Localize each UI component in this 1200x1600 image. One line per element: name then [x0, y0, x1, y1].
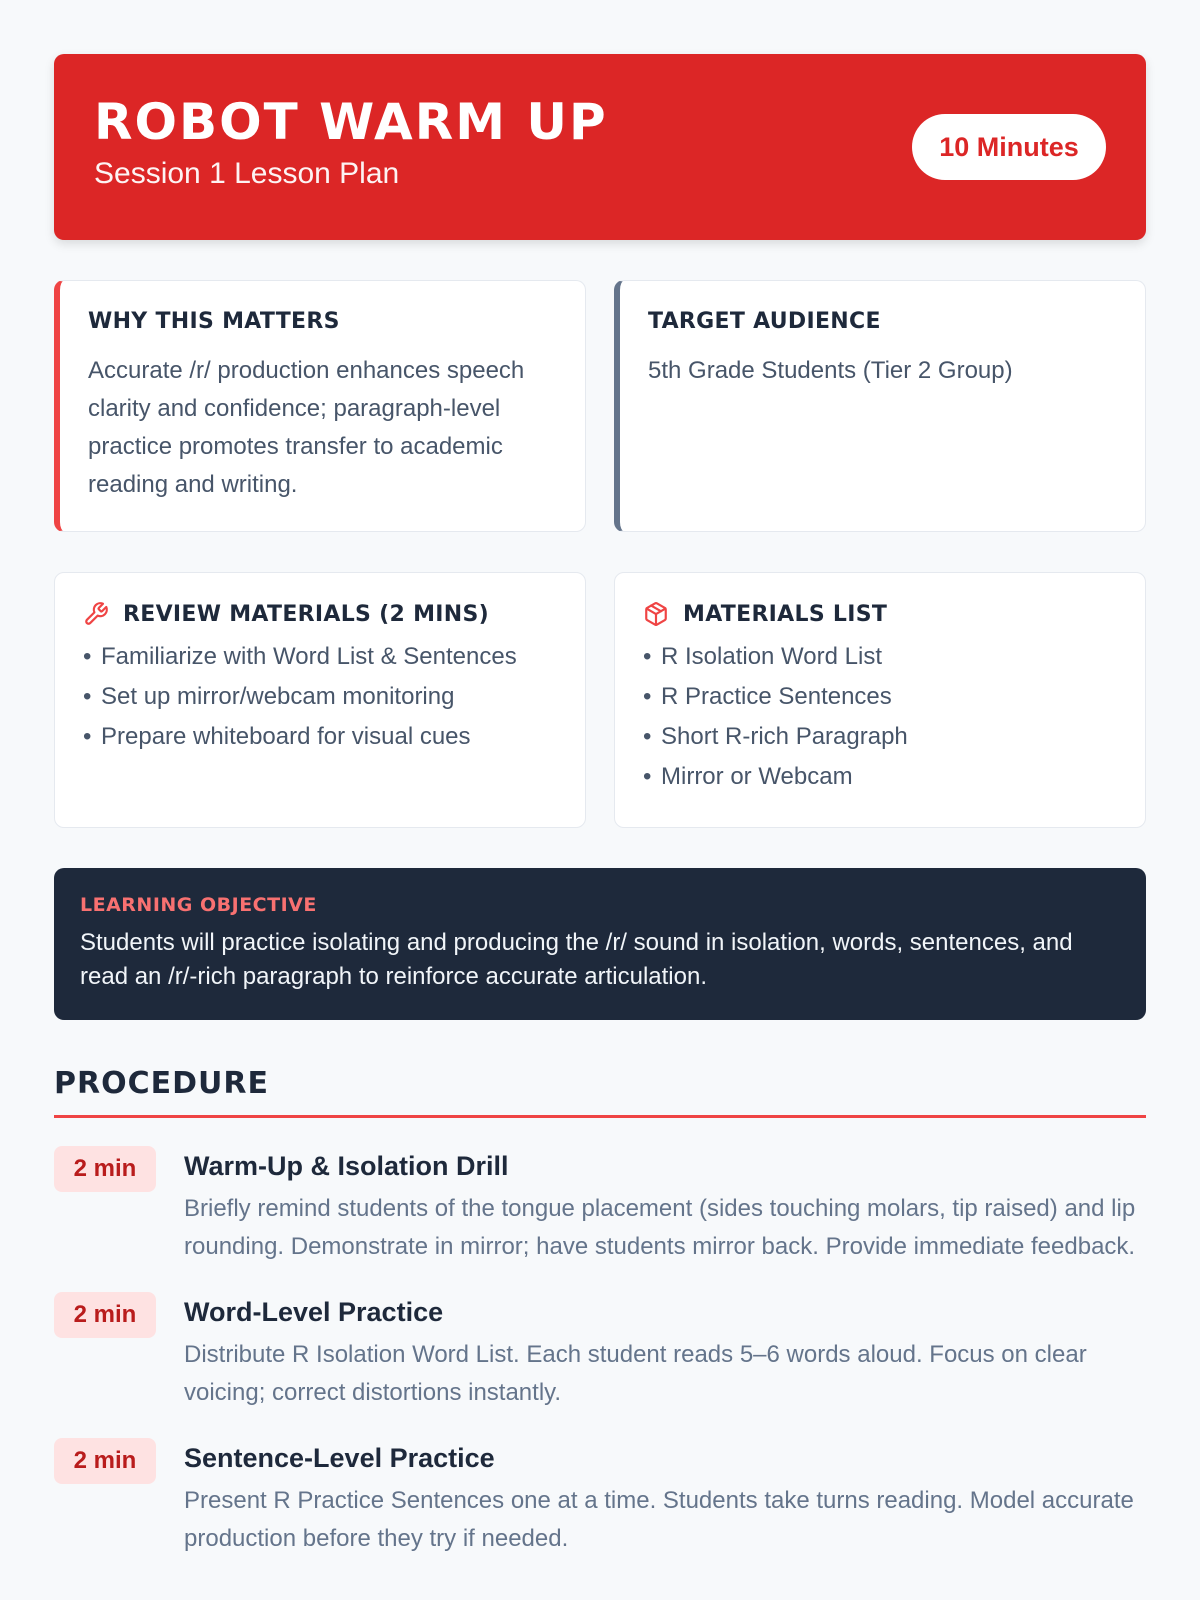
review-card-heading: REVIEW MATERIALS (2 MINS) [123, 601, 489, 627]
materials-row [54, 572, 1146, 828]
materials-card-header [643, 601, 1119, 627]
objective-label: LEARNING OBJECTIVE [80, 894, 317, 916]
step-body [184, 1292, 1146, 1412]
step-body [184, 1146, 1146, 1266]
procedure-steps [54, 1146, 1146, 1558]
why-this-matters-card [54, 280, 586, 532]
page-subtitle: Session 1 Lesson Plan [94, 157, 400, 190]
step-title: Sentence-Level Practice [184, 1443, 495, 1473]
header-banner [54, 54, 1146, 240]
list-item: • Prepare whiteboard for visual cues [83, 723, 471, 750]
step-title: Warm-Up & Isolation Drill [184, 1151, 509, 1181]
step-body [184, 1438, 1146, 1558]
procedure-step [54, 1438, 1146, 1558]
step-title: Word-Level Practice [184, 1297, 444, 1327]
review-card-header [83, 601, 559, 627]
review-items-list [83, 637, 559, 757]
procedure-step [54, 1146, 1146, 1266]
wrench-icon [83, 601, 109, 627]
list-item: • R Isolation Word List [643, 643, 882, 670]
step-description: Distribute R Isolation Word List. Each student reads 5–6 words aloud. Focus on clear voicing; correct distortions instantly. [184, 1341, 1087, 1406]
list-item: • Familiarize with Word List & Sentences [83, 643, 517, 670]
time-badge: 2 min [54, 1292, 156, 1338]
audience-card-heading: TARGET AUDIENCE [648, 309, 881, 334]
info-row [54, 280, 1146, 532]
list-item: • R Practice Sentences [643, 683, 892, 710]
why-card-text: Accurate /r/ production enhances speech clarity and confidence; paragraph-level practice promotes transfer to academic reading and writing. [88, 357, 525, 498]
procedure-heading: PROCEDURE [54, 1066, 1146, 1118]
materials-list-card [614, 572, 1146, 828]
objective-text: Students will practice isolating and producing the /r/ sound in isolation, words, sentences, and read an /r/-rich paragraph to reinforce accurate articulation. [80, 929, 1073, 990]
materials-items-list [643, 637, 1119, 797]
time-badge: 2 min [54, 1146, 156, 1192]
step-description: Briefly remind students of the tongue placement (sides touching molars, tip raised) and lip rounding. Demonstrate in mirror; have students mirror back. Provide immediate feedback. [184, 1195, 1136, 1260]
list-item: • Short R-rich Paragraph [643, 723, 908, 750]
list-item: • Set up mirror/webcam monitoring [83, 683, 455, 710]
time-badge: 2 min [54, 1438, 156, 1484]
step-description: Present R Practice Sentences one at a time. Students take turns reading. Model accurate production before they try if needed. [184, 1487, 1134, 1552]
procedure-step [54, 1292, 1146, 1412]
page-title: ROBOT WARM UP [94, 93, 608, 151]
audience-card-text: 5th Grade Students (Tier 2 Group) [648, 357, 1013, 384]
duration-badge: 10 Minutes [912, 114, 1106, 180]
materials-card-heading: MATERIALS LIST [683, 601, 888, 627]
learning-objective-panel [54, 868, 1146, 1020]
package-icon [643, 601, 669, 627]
list-item: • Mirror or Webcam [643, 763, 853, 790]
why-card-heading: WHY THIS MATTERS [88, 309, 340, 334]
target-audience-card [614, 280, 1146, 532]
review-materials-card [54, 572, 586, 828]
